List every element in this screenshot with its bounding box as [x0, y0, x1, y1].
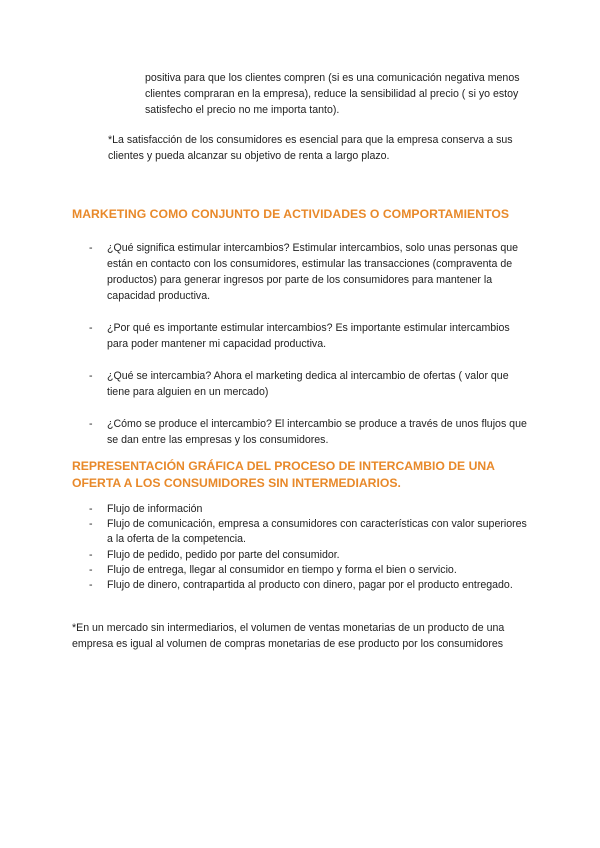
- list-item: [72, 548, 532, 563]
- list-item-text: Flujo de pedido, pedido por parte del consumidor.: [107, 548, 340, 561]
- list-item: [72, 320, 532, 352]
- list-item-text: Flujo de dinero, contrapartida al producto con dinero, pagar por el producto entregado.: [107, 579, 513, 592]
- list-item-text: ¿Cómo se produce el intercambio? El intercambio se produce a través de unos flujos que se dan entre las empresas y los consumidores.: [107, 418, 527, 446]
- bullet-dash: -: [89, 518, 93, 531]
- bullet-dash: -: [89, 242, 93, 254]
- intermediaries-note: *En un mercado sin intermediarios, el volumen de ventas monetarias de un producto de una empresa es igual al volumen de compras monetarias de ese producto por los consumidores: [72, 622, 505, 650]
- bullet-dash: -: [89, 322, 93, 334]
- list-item: [72, 240, 532, 304]
- list-item-text: Flujo de información: [107, 503, 203, 515]
- list-item-text: ¿Por qué es importante estimular intercambios? Es importante estimular intercambios para poder mantener mi capacidad productiva.: [107, 322, 510, 350]
- list-item-text: Flujo de entrega, llegar al consumidor en tiempo y forma el bien o servicio.: [107, 563, 457, 576]
- list-item: [72, 563, 532, 578]
- list-item-text: ¿Qué se intercambia? Ahora el marketing dedica al intercambio de ofertas ( valor que tiene para alguien en un mercado): [107, 370, 509, 398]
- intro-continuation-paragraph: positiva para que los clientes compren (si es una comunicación negativa menos clientes compraran en la empresa), reduce la sensibilidad al precio ( si yo estoy satisfecho el precio no me importa tanto).: [145, 72, 520, 116]
- section-heading-marketing-activities: MARKETING COMO CONJUNTO DE ACTIVIDADES O COMPORTAMIENTOS: [72, 207, 510, 221]
- flows-list: [72, 502, 532, 593]
- bullet-dash: -: [89, 548, 93, 561]
- bullet-dash: -: [89, 579, 93, 592]
- list-item: [72, 368, 532, 400]
- list-item-text: ¿Qué significa estimular intercambios? Estimular intercambios, solo unas personas que están en contacto con los consumidores, estimular las transacciones (compraventa de productos) para generar ingresos por parte de los consumidores para mantener la capacidad productiva.: [107, 242, 518, 302]
- list-item: [72, 517, 532, 547]
- list-item: [72, 502, 532, 517]
- section-heading-exchange-representation: REPRESENTACIÓN GRÁFICA DEL PROCESO DE INTERCAMBIO DE UNA OFERTA A LOS CONSUMIDORES SIN INTERMEDIARIOS.: [72, 459, 495, 490]
- list-item: [72, 578, 532, 593]
- bullet-dash: -: [89, 418, 93, 430]
- list-item-text: Flujo de comunicación, empresa a consumidores con características con valor superiores a la oferta de la competencia.: [107, 518, 527, 546]
- bullet-dash: -: [89, 370, 93, 382]
- bullet-dash: -: [89, 503, 93, 515]
- satisfaction-note: *La satisfacción de los consumidores es esencial para que la empresa conserva a sus clientes y pueda alcanzar su objetivo de renta a largo plazo.: [108, 134, 513, 162]
- bullet-dash: -: [89, 563, 93, 576]
- marketing-questions-list: [72, 240, 532, 464]
- list-item: [72, 416, 532, 448]
